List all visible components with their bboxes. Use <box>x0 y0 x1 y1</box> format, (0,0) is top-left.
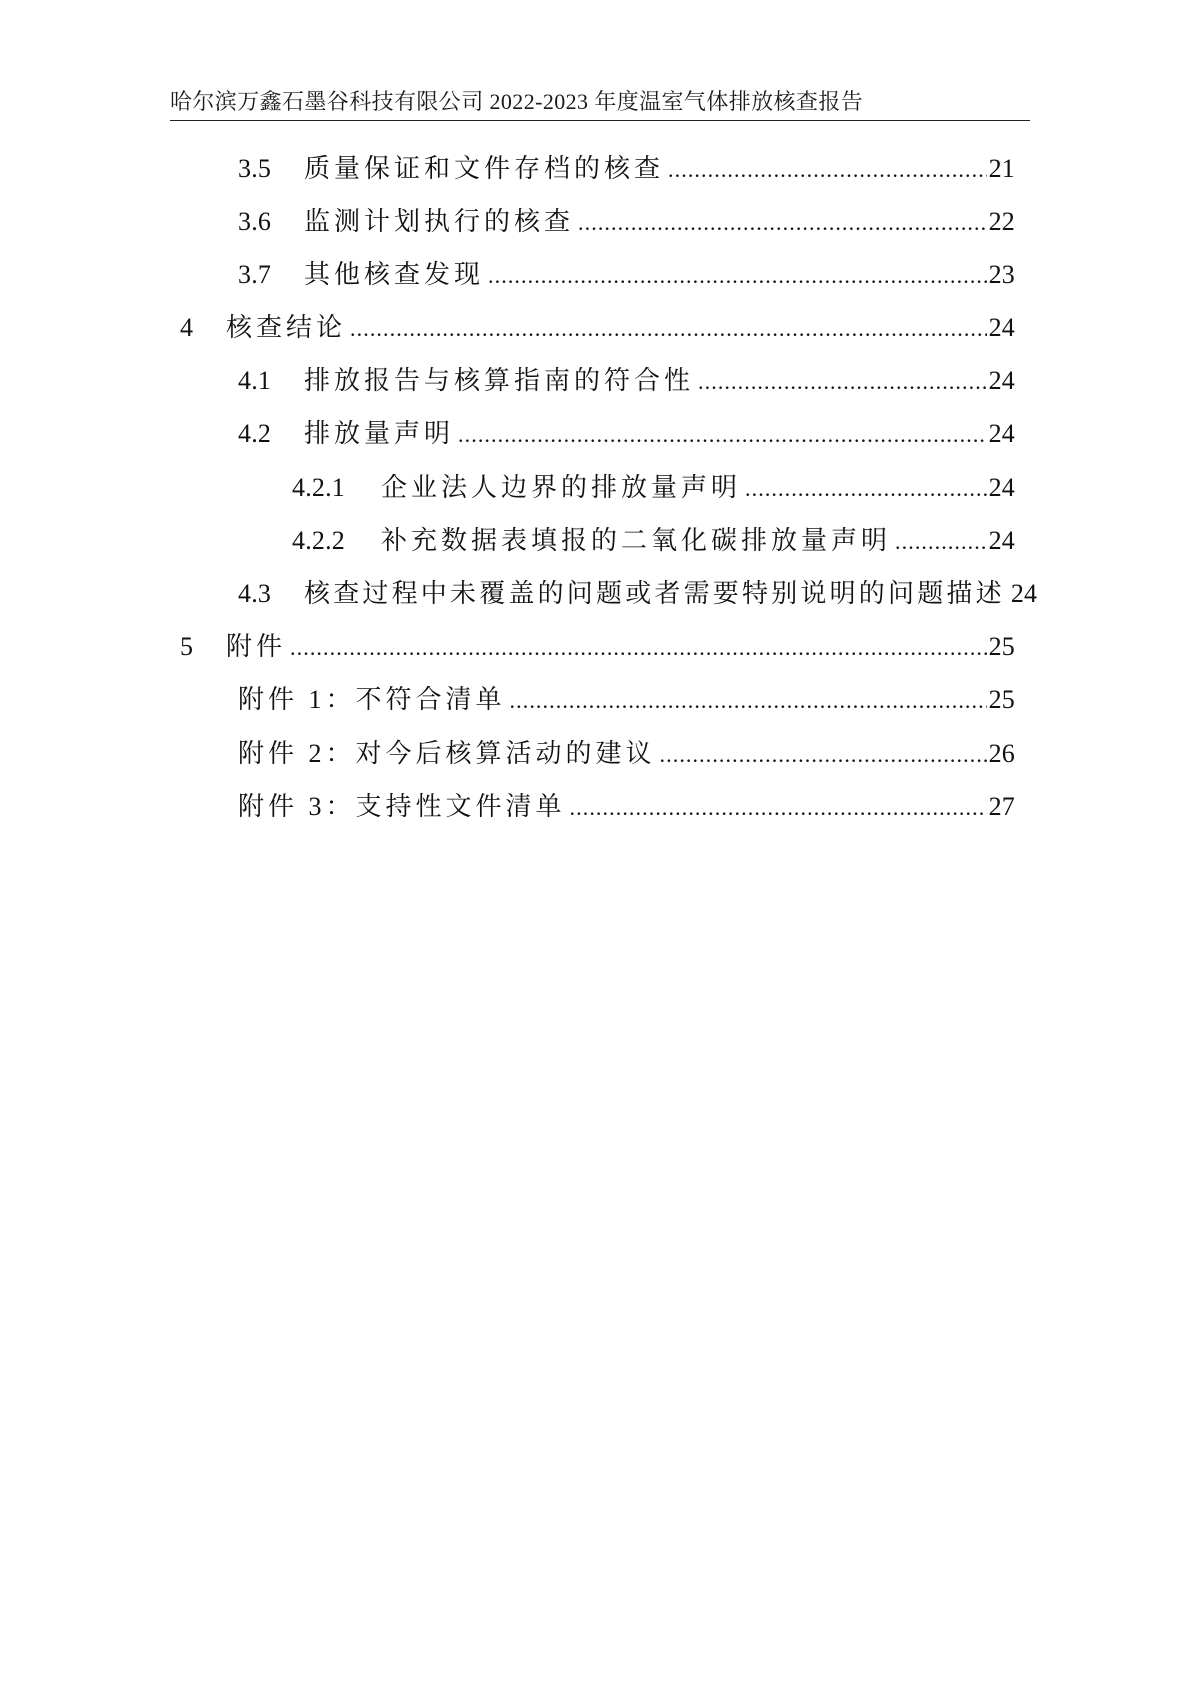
toc-entry-title: 补充数据表填报的二氧化碳排放量声明 <box>381 526 892 555</box>
toc-entry-page: 24 <box>988 366 1015 395</box>
page-header-title: 哈尔滨万鑫石墨谷科技有限公司 2022-2023 年度温室气体排放核查报告 <box>170 89 864 114</box>
toc-entry-4-1[interactable] <box>238 357 1015 397</box>
toc-entry-4-2-2[interactable] <box>292 517 1015 557</box>
toc-entry-5[interactable] <box>180 623 1015 663</box>
toc-entry-number: 4.3 <box>238 579 272 608</box>
toc-dot-leader <box>698 367 987 397</box>
toc-entry-number: 4.2.1 <box>292 473 345 502</box>
toc-dot-leader <box>668 155 987 185</box>
toc-entry-title: 附件 3：支持性文件清单 <box>238 792 566 821</box>
toc-entry-title: 附件 1：不符合清单 <box>238 685 506 714</box>
toc-entry-page: 26 <box>988 739 1015 768</box>
toc-entry-appendix-3[interactable] <box>238 783 1015 823</box>
toc-dot-leader <box>290 633 987 663</box>
toc-entry-number: 3.7 <box>238 260 272 289</box>
toc-entry-number: 4 <box>180 313 194 342</box>
toc-entry-page: 24 <box>988 419 1015 448</box>
toc-entry-title: 核查结论 <box>226 313 347 342</box>
toc-dot-leader <box>510 686 987 716</box>
toc-entry-title: 附件 <box>226 632 287 661</box>
toc-entry-page: 24 <box>988 473 1015 502</box>
toc-entry-appendix-1[interactable] <box>238 676 1015 716</box>
toc-entry-page: 22 <box>988 207 1015 236</box>
toc-entry-3-6[interactable] <box>238 198 1015 238</box>
toc-dot-leader <box>895 527 987 557</box>
toc-entry-title: 排放报告与核算指南的符合性 <box>304 366 695 395</box>
toc-entry-number: 4.1 <box>238 366 272 395</box>
toc-entry-title: 核查过程中未覆盖的问题或者需要特别说明的问题描述 <box>304 579 1005 608</box>
toc-dot-leader <box>350 314 987 344</box>
toc-entry-title: 监测计划执行的核查 <box>304 207 575 236</box>
toc-entry-4-3[interactable] <box>238 570 1038 610</box>
toc-entry-number: 5 <box>180 632 194 661</box>
toc-entry-number: 4.2.2 <box>292 526 345 555</box>
toc-entry-page: 25 <box>988 685 1015 714</box>
toc-entry-page: 23 <box>988 260 1015 289</box>
toc-entry-page: 27 <box>988 792 1015 821</box>
toc-dot-leader <box>745 474 987 504</box>
toc-entry-3-7[interactable] <box>238 251 1015 291</box>
toc-entry-page: 25 <box>988 632 1015 661</box>
toc-entry-page: 24 <box>988 526 1015 555</box>
toc-dot-leader <box>458 420 987 450</box>
toc-entry-page: 21 <box>988 154 1015 183</box>
toc-dot-leader <box>660 740 987 770</box>
toc-entry-title: 附件 2：对今后核算活动的建议 <box>238 739 656 768</box>
toc-entry-4-2[interactable] <box>238 410 1015 450</box>
toc-entry-number: 3.5 <box>238 154 272 183</box>
toc-dot-leader <box>488 261 987 291</box>
toc-entry-page: 24 <box>988 313 1015 342</box>
toc-entry-title: 排放量声明 <box>304 419 455 448</box>
toc-entry-number: 4.2 <box>238 419 272 448</box>
toc-entry-number: 3.6 <box>238 207 272 236</box>
toc-entry-title: 质量保证和文件存档的核查 <box>304 154 665 183</box>
toc-entry-title: 其他核查发现 <box>304 260 485 289</box>
toc-entry-4[interactable] <box>180 304 1015 344</box>
toc-entry-title: 企业法人边界的排放量声明 <box>381 473 742 502</box>
toc-dot-leader <box>570 793 987 823</box>
toc-entry-appendix-2[interactable] <box>238 730 1015 770</box>
toc-dot-leader <box>578 208 987 238</box>
toc-entry-4-2-1[interactable] <box>292 464 1015 504</box>
toc-entry-page: 24 <box>1010 579 1038 608</box>
toc-entry-3-5[interactable] <box>238 145 1015 185</box>
